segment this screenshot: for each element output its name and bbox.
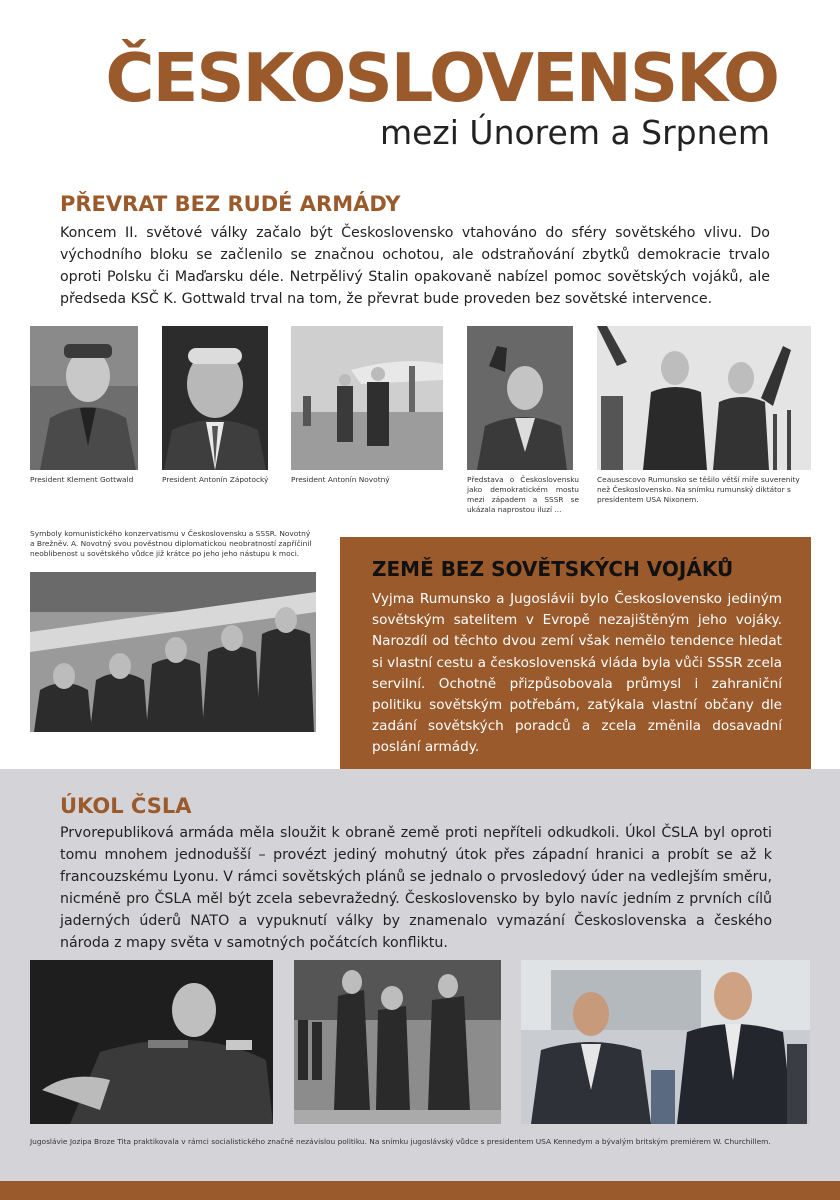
caption-novotny-brezhnev: Symboly komunistického konzervatismu v Československu a SSSR. Novotný a Brežněv. A. Novotný svou pověstnou diplomatickou neobratností zapříčinil neoblibenost u sovětského vůdce již krátce po jeho jeho nástupu k moci. [30,529,312,558]
photo-benes [467,326,573,470]
page-title: ČESKOSLOVENSKO [105,39,778,117]
photo-gottwald [30,326,138,470]
caption-novotny: President Antonín Novotný [291,475,390,484]
page-subtitle: mezi Únorem a Srpnem [379,113,770,152]
section-text-coup: Koncem II. světové války začalo být Československo vtahováno do sféry sovětského vlivu. Do východního bloku se začlenilo se značnou ochotou, ale odstraňování zbytků demokracie trvalo oproti Polsku či Maďarsku déle. Netrpělivý Stalin opakovaně nabízel pomoc sovětských vojáků, ale předseda KSČ K. Gottwald trval na tom, že převrat bude proveden bez sovětské intervence. [60,225,770,307]
caption-benes: Představa o Československu jako demokratickém mostu mezi západem a SSSR se ukázala naprostou iluzí ... [467,475,579,514]
photo-tito-kennedy [521,960,810,1124]
caption-zapotocky: President Antonín Zápotocký [162,475,269,484]
section-heading-no-troops: ZEMĚ BEZ SOVĚTSKÝCH VOJÁKŮ [372,557,734,581]
caption-ceausescu: Ceausescovo Rumunsko se těšilo větší míře suverenity než Československo. Na snímku rumunský diktátor s presidentem USA Nixonem. [597,475,800,504]
caption-tito: Jugoslávie Jozipa Broze Tita praktikovala v rámci socialistického značně nezávislou politiku. Na snímku jugoslávský vůdce s presidentem USA Kennedym a bývalým britským premiérem W. Churchillem. [30,1137,771,1146]
caption-gottwald: President Klement Gottwald [30,475,134,484]
footer-bar [0,1181,840,1200]
photo-novotny [291,326,443,470]
photo-churchill [294,960,501,1124]
photo-tito [30,960,273,1124]
soviet-troops-box [340,537,811,769]
photo-ceausescu-nixon [597,326,811,470]
photo-zapotocky [162,326,268,470]
photo-novotny-brezhnev [30,572,316,732]
section-heading-coup: PŘEVRAT BEZ RUDÉ ARMÁDY [60,192,401,216]
section-text-no-troops: Vyjma Rumunsko a Jugoslávii bylo Československo jediným sovětským satelitem v Evropě nezajištěným jeho vojáky. Narozdíl od těchto dvou zemí však nemělo tendence hledat si vlastní cestu a československá vláda byla vůči SSSR zcela servilní. Ochotně přizpůsobovala průmysl i zahraniční politiku sovětským potřebám, zatýkala vlastní občany dle zadání sovětských poradců a zcela změnila dosavadní poslání armády. [372,591,782,756]
section-heading-csla: ÚKOL ČSLA [60,794,192,818]
section-text-csla: Prvorepubliková armáda měla sloužit k obraně země proti nepříteli odkudkoli. Úkol ČSLA byl oproti tomu mnohem jednodušší – provézt jediný mohutný útok přes západní hranici a probít se až k francouzskému Lyonu. V rámci sovětských plánů se jednalo o prvosledový úder na vedlejším směru, nicméně pro ČSLA měl být zcela sebevražedný. Československo by bylo navíc jedním z prvních cílů jaderných úderů NATO a vypuknutí války by znamenalo vymazání Československa a českého národa z mapy světa v samotných počátcích konfliktu. [60,825,772,951]
